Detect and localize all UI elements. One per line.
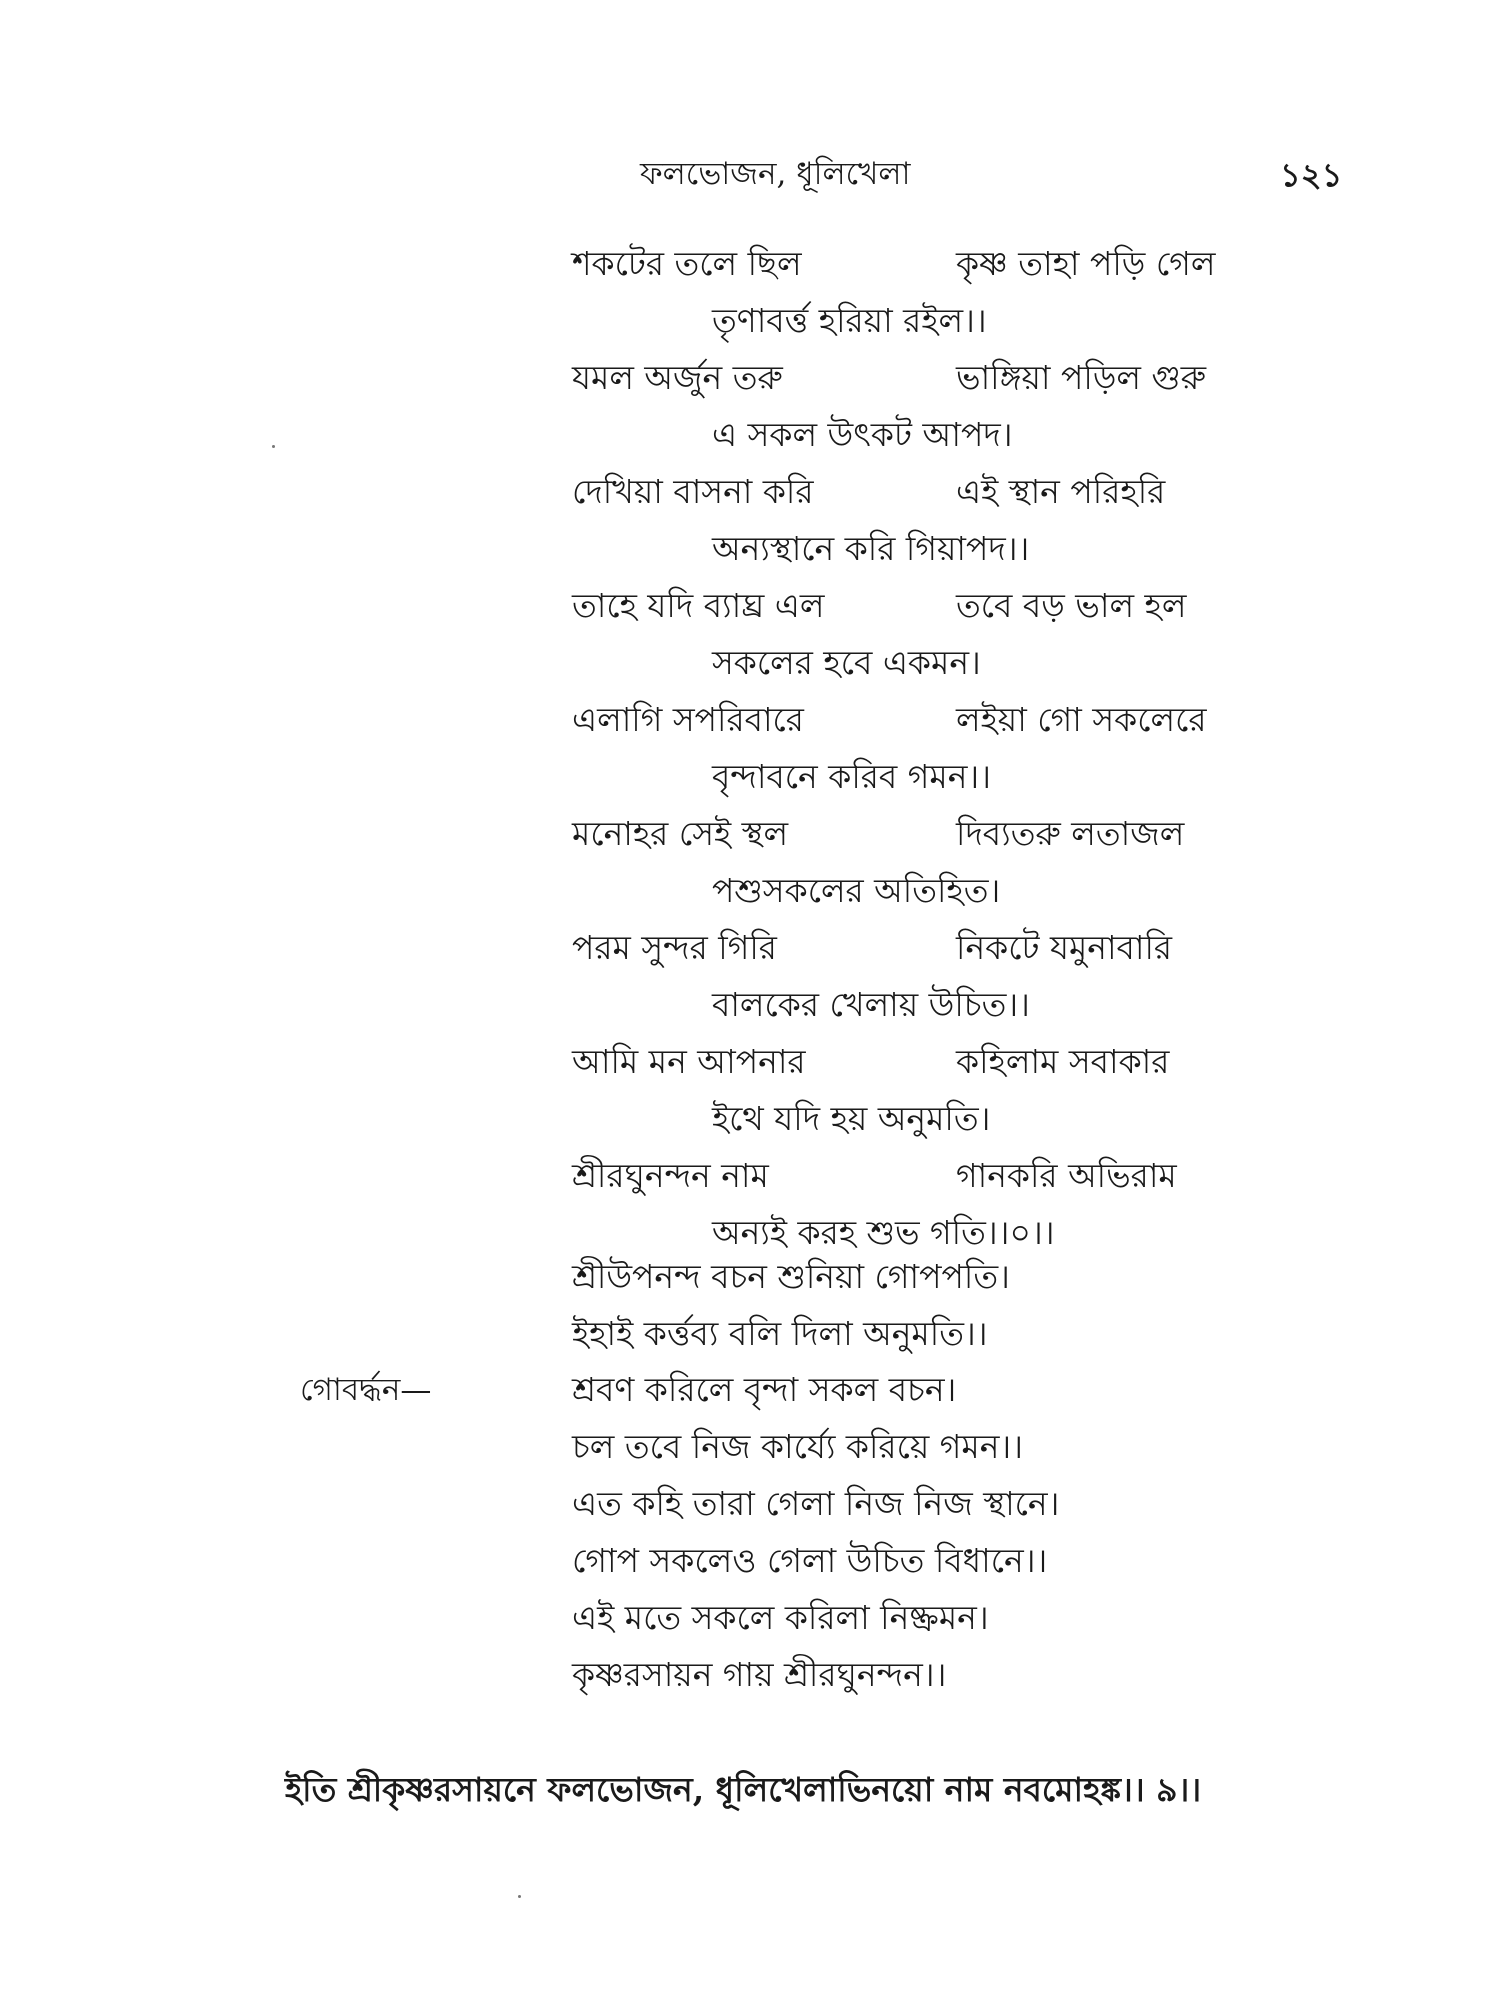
verse-line: কহিলাম সবাকার [956, 1042, 1170, 1081]
verse-line: নিকটে যমুনাবারি [956, 928, 1173, 967]
payar-line: এত কহি তারা গেলা নিজ নিজ স্থানে। [572, 1484, 1060, 1523]
verse-line: তাহে যদি ব্যাঘ্র এল [572, 586, 825, 625]
verse-refrain: এ সকল উৎকট আপদ। [712, 415, 1013, 454]
verse-line: ভাঙ্গিয়া পড়িল গুরু [956, 358, 1207, 397]
verse-stanza [572, 926, 1372, 1040]
verse-stanza [572, 356, 1372, 470]
verse-refrain: বালকের খেলায় উচিত।। [712, 985, 1030, 1024]
speaker-label: গোবর্দ্ধন— [300, 1372, 432, 1408]
payar-line: কৃষ্ণরসায়ন গায় শ্রীরঘুনন্দন।। [572, 1655, 947, 1694]
verse-refrain: তৃণাবর্ত্ত হরিয়া রইল।। [712, 301, 987, 340]
verse-stanza [572, 584, 1372, 698]
verse-line: লইয়া গো সকলেরে [956, 700, 1207, 739]
verse-refrain: অন্যই করহ শুভ গতি।।০।। [712, 1213, 1055, 1252]
verse-line: পরম সুন্দর গিরি [572, 928, 777, 967]
verse-stanza [572, 242, 1372, 356]
tripadi-verses [572, 242, 1372, 1268]
running-title: ফলভোজন, ধূলিখেলা [640, 156, 911, 192]
verse-line: কৃষ্ণ তাহা পড়ি গেল [956, 244, 1216, 283]
payar-line: গোপ সকলেও গেলা উচিত বিধানে।। [572, 1541, 1048, 1580]
verse-refrain: সকলের হবে একমন। [712, 643, 981, 682]
verse-line: এই স্থান পরিহরি [956, 472, 1166, 511]
verse-line: শ্রীরঘুনন্দন নাম [572, 1156, 769, 1195]
verse-refrain: অন্যস্থানে করি গিয়াপদ।। [712, 529, 1030, 568]
page-number: ১২১ [1280, 156, 1343, 194]
verse-stanza [572, 470, 1372, 584]
payar-line: ইহাই কর্ত্তব্য বলি দিলা অনুমতি।। [572, 1314, 988, 1353]
verse-refrain: ইথে যদি হয় অনুমতি। [712, 1099, 991, 1138]
chapter-colophon: ইতি শ্রীকৃষ্ণরসায়নে ফলভোজন, ধূলিখেলাভিনয়ো নাম নবমোহঙ্ক।। ৯।। [285, 1770, 1202, 1809]
verse-line: দেখিয়া বাসনা করি [572, 472, 814, 511]
scan-speck [518, 1895, 521, 1898]
verse-line: শকটের তলে ছিল [572, 244, 802, 283]
verse-line: যমল অর্জুন তরু [572, 358, 783, 397]
verse-line: তবে বড় ভাল হল [956, 586, 1187, 625]
verse-line: মনোহর সেই স্থল [572, 814, 789, 853]
verse-stanza [572, 1040, 1372, 1154]
payar-line: শ্রবণ করিলে বৃন্দা সকল বচন। [572, 1370, 957, 1409]
running-header [0, 150, 1500, 200]
verse-stanza [572, 812, 1372, 926]
scan-speck [272, 445, 275, 448]
verse-refrain: পশুসকলের অতিহিত। [712, 871, 1001, 910]
verse-line: দিব্যতরু লতাজল [956, 814, 1185, 853]
verse-line: এলাগি সপরিবারে [572, 700, 804, 739]
verse-refrain: বৃন্দাবনে করিব গমন।। [712, 757, 992, 796]
payar-line: চল তবে নিজ কার্য্যে করিয়ে গমন।। [572, 1427, 1024, 1466]
verse-stanza [572, 1154, 1372, 1268]
verse-line: আমি মন আপনার [572, 1042, 806, 1081]
verse-stanza [572, 698, 1372, 812]
payar-line: এই মতে সকলে করিলা নিষ্ক্রমন। [572, 1598, 989, 1637]
verse-line: গানকরি অভিরাম [956, 1156, 1177, 1195]
payar-line: শ্রীউপনন্দ বচন শুনিয়া গোপপতি। [572, 1257, 1010, 1296]
